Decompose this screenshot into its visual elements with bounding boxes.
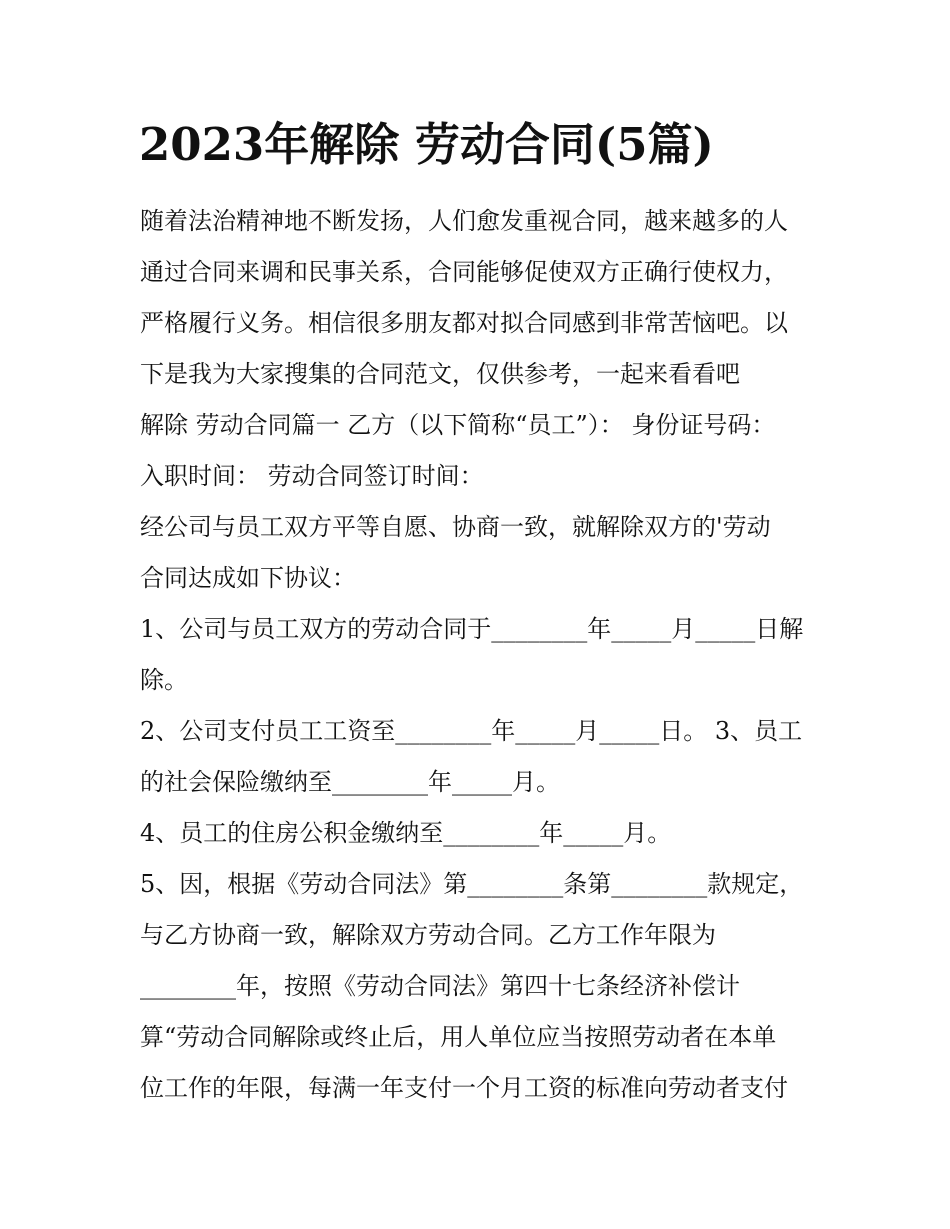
page-title: 2023年解除 劳动合同(5篇) [139,118,714,171]
paragraph-line-9: 1、公司与员工双方的劳动合同于________年_____月_____日解 [140,615,804,643]
paragraph-line-14: 5、因，根据《劳动合同法》第________条第________款规定， [140,870,804,898]
paragraph-line-10: 除。 [140,666,188,694]
paragraph-line-4: 下是我为大家搜集的合同范文，仅供参考，一起来看看吧 [140,360,740,388]
paragraph-line-13: 4、员工的住房公积金缴纳至________年_____月。 [140,819,672,847]
paragraph-line-18: 位工作的年限，每满一年支付一个月工资的标准向劳动者支付 [140,1074,788,1102]
paragraph-line-3: 严格履行义务。相信很多朋友都对拟合同感到非常苦恼吧。以 [140,309,788,337]
paragraph-line-7: 经公司与员工双方平等自愿、协商一致，就解除双方的'劳动 [140,513,771,541]
paragraph-line-8: 合同达成如下协议： [140,564,356,592]
paragraph-line-5: 解除 劳动合同篇一 乙方（以下简称“员工”）： 身份证号码： [140,411,776,439]
paragraph-line-17: 算“劳动合同解除或终止后，用人单位应当按照劳动者在本单 [140,1023,777,1051]
paragraph-line-16: ________年，按照《劳动合同法》第四十七条经济补偿计 [140,972,740,1000]
paragraph-line-15: 与乙方协商一致，解除双方劳动合同。乙方工作年限为 [140,921,716,949]
paragraph-line-11: 2、公司支付员工工资至________年_____月_____日。 3、员工 [140,717,803,745]
paragraph-line-1: 随着法治精神地不断发扬，人们愈发重视合同，越来越多的人 [140,207,788,235]
paragraph-line-12: 的社会保险缴纳至________年_____月。 [140,768,560,796]
paragraph-line-6: 入职时间： 劳动合同签订时间： [140,462,484,490]
paragraph-line-2: 通过合同来调和民事关系，合同能够促使双方正确行使权力， [140,258,788,286]
